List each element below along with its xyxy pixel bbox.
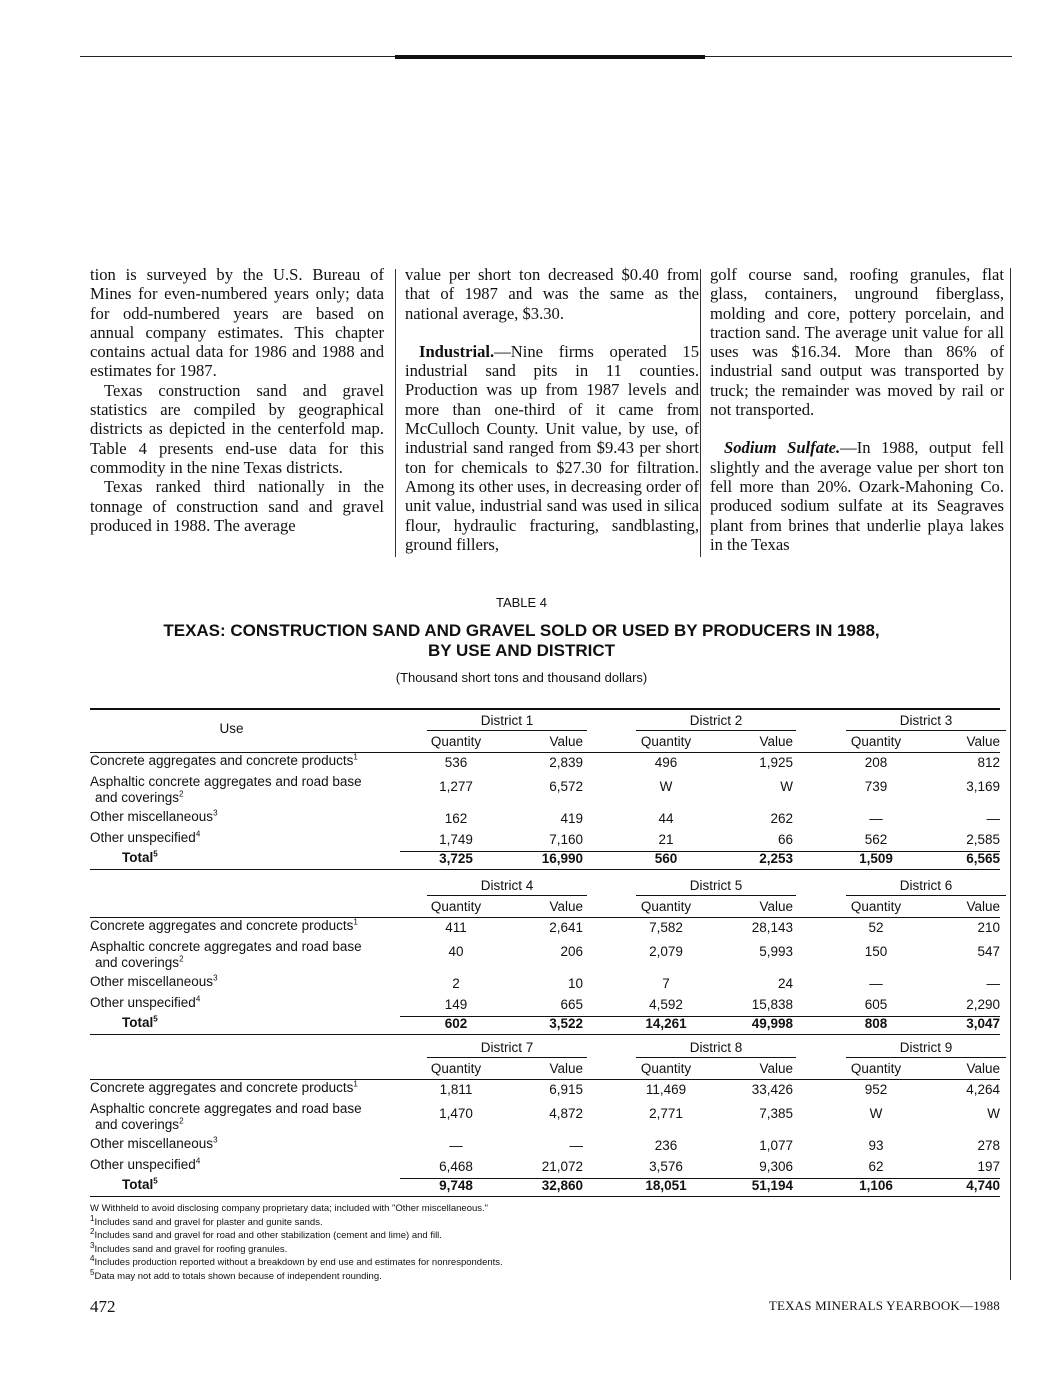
cell-quantity-other_misc: 7 — [662, 976, 670, 991]
table-units: (Thousand short tons and thousand dollars) — [395, 670, 648, 685]
column-header-quantity: Quantity — [640, 899, 692, 914]
cell-value-concrete: 1,925 — [759, 755, 793, 770]
row-label-asphaltic: Asphaltic concrete aggregates and road base and coverings$^2$ — [90, 1101, 362, 1132]
cell-quantity-other_unspec: 6,468 — [439, 1159, 473, 1174]
cell-value-asphaltic: 7,385 — [759, 1106, 793, 1121]
paragraph: Texas ranked third nationally in the tonnage of construction sand and gravel produced in 1988. The average — [90, 477, 384, 535]
cell-quantity-total: 18,051 — [645, 1178, 687, 1193]
cell-quantity-other_misc: 44 — [658, 811, 674, 826]
cell-quantity-asphaltic: 2,079 — [649, 944, 683, 959]
text-column-1 — [90, 265, 384, 535]
cell-quantity-other_unspec: 1,749 — [439, 832, 473, 847]
cell-quantity-other_unspec: 562 — [864, 832, 888, 847]
cell-quantity-other_unspec: 605 — [864, 997, 888, 1012]
cell-value-other_misc: 262 — [770, 811, 793, 826]
cell-quantity-concrete: 411 — [445, 920, 467, 935]
cell-quantity-concrete: 496 — [654, 755, 678, 770]
cell-value-total: 3,047 — [966, 1016, 1000, 1031]
cell-value-concrete: 210 — [977, 920, 1000, 935]
cell-value-other_unspec: 2,290 — [966, 997, 1000, 1012]
district-rule — [427, 1057, 587, 1058]
column-header-quantity: Quantity — [850, 734, 902, 749]
column-header-value: Value — [759, 1061, 793, 1076]
cell-quantity-asphaltic: 2,771 — [649, 1106, 683, 1121]
cell-quantity-total: 14,261 — [645, 1016, 687, 1031]
cell-value-other_misc: 1,077 — [759, 1138, 793, 1153]
cell-value-asphaltic: 4,872 — [549, 1106, 583, 1121]
cell-quantity-asphaltic: 150 — [864, 944, 888, 959]
row-label-asphaltic: Asphaltic concrete aggregates and road base and coverings$^2$ — [90, 939, 362, 970]
row-label-total: Total$^5$ — [122, 1014, 158, 1030]
footnote-2: $^2$Includes sand and gravel for road and other stabilization (cement and lime) and fill. — [90, 1227, 442, 1242]
cell-quantity-other_unspec: 21 — [658, 832, 674, 847]
running-title: TEXAS MINERALS YEARBOOK—1988 — [768, 1298, 1000, 1313]
cell-value-other_misc: — — [986, 811, 1000, 826]
cell-quantity-total: 560 — [654, 851, 678, 866]
cell-value-total: 16,990 — [541, 851, 583, 866]
district-header: District 5 — [689, 878, 743, 893]
district-rule — [636, 1057, 796, 1058]
footnote-3: $^3$Includes sand and gravel for roofing granules. — [90, 1240, 288, 1255]
district-rule — [427, 730, 587, 731]
cell-quantity-concrete: 536 — [444, 755, 468, 770]
cell-quantity-total: 9,748 — [439, 1178, 473, 1193]
cell-quantity-asphaltic: 1,277 — [439, 779, 473, 794]
table-label: TABLE 4 — [495, 595, 548, 610]
column-divider — [700, 269, 701, 557]
column-header-quantity: Quantity — [430, 899, 482, 914]
cell-value-total: 32,860 — [541, 1178, 583, 1193]
cell-quantity-other_unspec: 3,576 — [649, 1159, 683, 1174]
column-header-value: Value — [549, 734, 583, 749]
district-rule — [636, 730, 796, 731]
cell-value-concrete: 6,915 — [549, 1082, 583, 1097]
district-header: District 3 — [899, 713, 953, 728]
row-label-other-unspecified: Other unspecified$^4$ — [90, 994, 201, 1010]
column-header-value: Value — [549, 899, 583, 914]
district-rule — [846, 730, 1006, 731]
column-header-quantity: Quantity — [640, 1061, 692, 1076]
cell-quantity-total: 3,725 — [439, 851, 473, 866]
cell-quantity-total: 602 — [444, 1016, 468, 1031]
page-top-rule-accent — [395, 55, 705, 59]
cell-value-total: 51,194 — [751, 1178, 793, 1193]
cell-value-other_misc: 278 — [977, 1138, 1000, 1153]
cell-value-total: 4,740 — [966, 1178, 1000, 1193]
column-header-value: Value — [759, 734, 793, 749]
district-rule — [636, 895, 796, 896]
footnote-1: $^1$Includes sand and gravel for plaster and gunite sands. — [90, 1213, 323, 1228]
column-header-value: Value — [759, 899, 793, 914]
district-rule — [427, 895, 587, 896]
paragraph: Industrial.—Nine firms operated 15 industrial sand pits in 11 counties. Production was up from 1987 levels and more than one-third of it came from McCulloch County. Unit value, by use, of industrial sand ranged from $9.43 per short ton for chemicals to $27.30 for filtration. Among its other uses, in decreasing order of unit value, industrial sand was used in silica flour, hydraulic fracturing, sandblasting, ground fillers, — [405, 341, 700, 554]
page-number: 472 — [90, 1297, 116, 1316]
district-header: District 1 — [480, 713, 534, 728]
text-column-3 — [710, 265, 1004, 554]
cell-value-total: 2,253 — [759, 851, 793, 866]
cell-value-total: 3,522 — [549, 1016, 583, 1031]
section-heading-industrial: Industrial. — [419, 341, 495, 361]
column-header-value: Value — [966, 734, 1000, 749]
right-margin-rule — [1010, 268, 1011, 1280]
cell-quantity-other_misc: — — [449, 1138, 463, 1153]
cell-value-other_misc: — — [986, 976, 1000, 991]
cell-value-other_unspec: 9,306 — [759, 1159, 793, 1174]
column-header-value: Value — [549, 1061, 583, 1076]
cell-value-asphaltic: 206 — [560, 944, 583, 959]
cell-quantity-asphaltic: 1,470 — [439, 1106, 473, 1121]
cell-quantity-total: 1,509 — [859, 851, 893, 866]
cell-value-concrete: 812 — [977, 755, 1000, 770]
cell-quantity-concrete: 1,811 — [439, 1082, 473, 1097]
cell-quantity-other_unspec: 4,592 — [649, 997, 683, 1012]
cell-quantity-other_misc: 93 — [868, 1138, 884, 1153]
paragraph: tion is surveyed by the U.S. Bureau of Mines for even-numbered years only; data for odd-numbered years are based on annual company estimates. This chapter contains actual data for 1986 and 1988 and estimates for 1987. — [90, 265, 384, 381]
cell-value-total: 6,565 — [966, 851, 1000, 866]
cell-quantity-asphaltic: W — [869, 1106, 883, 1121]
cell-quantity-concrete: 208 — [864, 755, 888, 770]
cell-value-other_unspec: 7,160 — [549, 832, 583, 847]
cell-value-other_unspec: 2,585 — [966, 832, 1000, 847]
district-header: District 7 — [480, 1040, 534, 1055]
cell-value-concrete: 28,143 — [751, 920, 793, 935]
cell-value-asphaltic: 547 — [977, 944, 1000, 959]
cell-value-concrete: 4,264 — [966, 1082, 1000, 1097]
district-rule — [846, 1057, 1006, 1058]
cell-value-other_misc: 10 — [567, 976, 583, 991]
cell-quantity-asphaltic: 739 — [864, 779, 888, 794]
column-header-quantity: Quantity — [850, 899, 902, 914]
cell-quantity-asphaltic: W — [659, 779, 673, 794]
column-header-quantity: Quantity — [850, 1061, 902, 1076]
body-text-columns — [90, 265, 1005, 557]
cell-value-other_unspec: 15,838 — [751, 997, 793, 1012]
row-label-concrete: Concrete aggregates and concrete products$^1$ — [90, 752, 358, 768]
cell-value-asphaltic: W — [987, 1106, 1000, 1121]
cell-value-asphaltic: 3,169 — [966, 779, 1000, 794]
row-label-other-misc: Other miscellaneous$^3$ — [90, 808, 218, 824]
paragraph: value per short ton decreased $0.40 from that of 1987 and was the same as the national average, $3.30. — [405, 265, 699, 323]
cell-quantity-other_unspec: 62 — [868, 1159, 884, 1174]
footnote-5: $^5$Data may not add to totals shown because of independent rounding. — [90, 1267, 382, 1282]
cell-value-concrete: 2,641 — [549, 920, 583, 935]
column-header-quantity: Quantity — [430, 734, 482, 749]
cell-value-other_unspec: 21,072 — [541, 1159, 583, 1174]
table-top-rule — [90, 708, 1000, 710]
footnote-w: W Withheld to avoid disclosing company proprietary data; included with "Other miscellaneous." — [90, 1203, 489, 1214]
block-bottom-rule — [90, 1196, 1000, 1197]
cell-value-other_misc: — — [569, 1138, 583, 1153]
district-header: District 2 — [689, 713, 743, 728]
cell-value-other_misc: 24 — [777, 976, 793, 991]
district-header: District 4 — [480, 878, 534, 893]
cell-value-other_unspec: 197 — [977, 1159, 1000, 1174]
cell-quantity-other_misc: 236 — [654, 1138, 678, 1153]
cell-quantity-other_misc: — — [869, 811, 883, 826]
row-label-other-unspecified: Other unspecified$^4$ — [90, 1156, 201, 1172]
column-divider — [395, 269, 396, 557]
cell-value-other_unspec: 66 — [777, 832, 793, 847]
cell-value-other_misc: 419 — [560, 811, 583, 826]
cell-value-asphaltic: 5,993 — [759, 944, 793, 959]
district-rule — [846, 895, 1006, 896]
column-header-quantity: Quantity — [430, 1061, 482, 1076]
cell-quantity-concrete: 52 — [868, 920, 884, 935]
cell-value-total: 49,998 — [751, 1016, 793, 1031]
cell-quantity-concrete: 952 — [864, 1082, 888, 1097]
column-header-value: Value — [966, 1061, 1000, 1076]
row-label-concrete: Concrete aggregates and concrete products$^1$ — [90, 1079, 358, 1095]
table-footnotes — [90, 1202, 790, 1284]
cell-quantity-asphaltic: 40 — [448, 944, 464, 959]
row-label-other-misc: Other miscellaneous$^3$ — [90, 973, 218, 989]
row-label-total: Total$^5$ — [122, 1176, 158, 1192]
row-label-other-misc: Other miscellaneous$^3$ — [90, 1135, 218, 1151]
cell-value-concrete: 2,839 — [549, 755, 583, 770]
cell-quantity-concrete: 7,582 — [649, 920, 683, 935]
block-bottom-rule — [90, 1034, 1000, 1035]
paragraph: Texas construction sand and gravel statistics are compiled by geographical districts as depicted in the centerfold map. Table 4 presents end-use data for this commodity in the nine Texas districts. — [90, 380, 384, 477]
cell-value-other_unspec: 665 — [560, 997, 583, 1012]
column-header-use: Use — [219, 721, 244, 736]
row-label-total: Total$^5$ — [122, 849, 158, 865]
section-heading-sodium-sulfate: Sodium Sulfate. — [724, 438, 841, 458]
block-bottom-rule — [90, 869, 1000, 870]
cell-quantity-total: 808 — [864, 1016, 888, 1031]
table-title: TEXAS: CONSTRUCTION SAND AND GRAVEL SOLD OR USED BY PRODUCERS IN 1988, BY USE AND DISTRICT — [163, 621, 880, 660]
cell-quantity-other_misc: 162 — [444, 811, 468, 826]
row-label-other-unspecified: Other unspecified$^4$ — [90, 829, 201, 845]
cell-value-asphaltic: W — [780, 779, 793, 794]
cell-quantity-other_misc: — — [869, 976, 883, 991]
district-header: District 6 — [899, 878, 953, 893]
district-header: District 8 — [689, 1040, 743, 1055]
cell-quantity-other_unspec: 149 — [444, 997, 468, 1012]
column-header-value: Value — [966, 899, 1000, 914]
paragraph: golf course sand, roofing granules, flat glass, containers, unground fiberglass, molding and core, pottery porcelain, and traction sand. The average unit value for all uses was $16.34. More than 86% of industrial sand output was transported by truck; the remainder was moved by rail or not transported. — [710, 265, 1004, 420]
row-label-concrete: Concrete aggregates and concrete products$^1$ — [90, 917, 358, 933]
cell-value-asphaltic: 6,572 — [549, 779, 583, 794]
text-column-2 — [405, 265, 699, 554]
paragraph: Sodium Sulfate.—In 1988, output fell slightly and the average value per short ton fell more than 20%. Ozark-Mahoning Co. produced sodium sulfate at its Seagraves plant from brines that underlie playa lakes in the Texas — [710, 438, 1005, 554]
cell-quantity-total: 1,106 — [859, 1178, 893, 1193]
footnote-4: $^4$Includes production reported without a breakdown by end use and estimates for nonrespondents. — [90, 1254, 503, 1269]
cell-value-concrete: 33,426 — [751, 1082, 793, 1097]
cell-quantity-concrete: 11,469 — [645, 1082, 687, 1097]
district-header: District 9 — [899, 1040, 953, 1055]
row-label-asphaltic: Asphaltic concrete aggregates and road base and coverings$^2$ — [90, 774, 362, 805]
column-header-quantity: Quantity — [640, 734, 692, 749]
cell-quantity-other_misc: 2 — [452, 976, 460, 991]
